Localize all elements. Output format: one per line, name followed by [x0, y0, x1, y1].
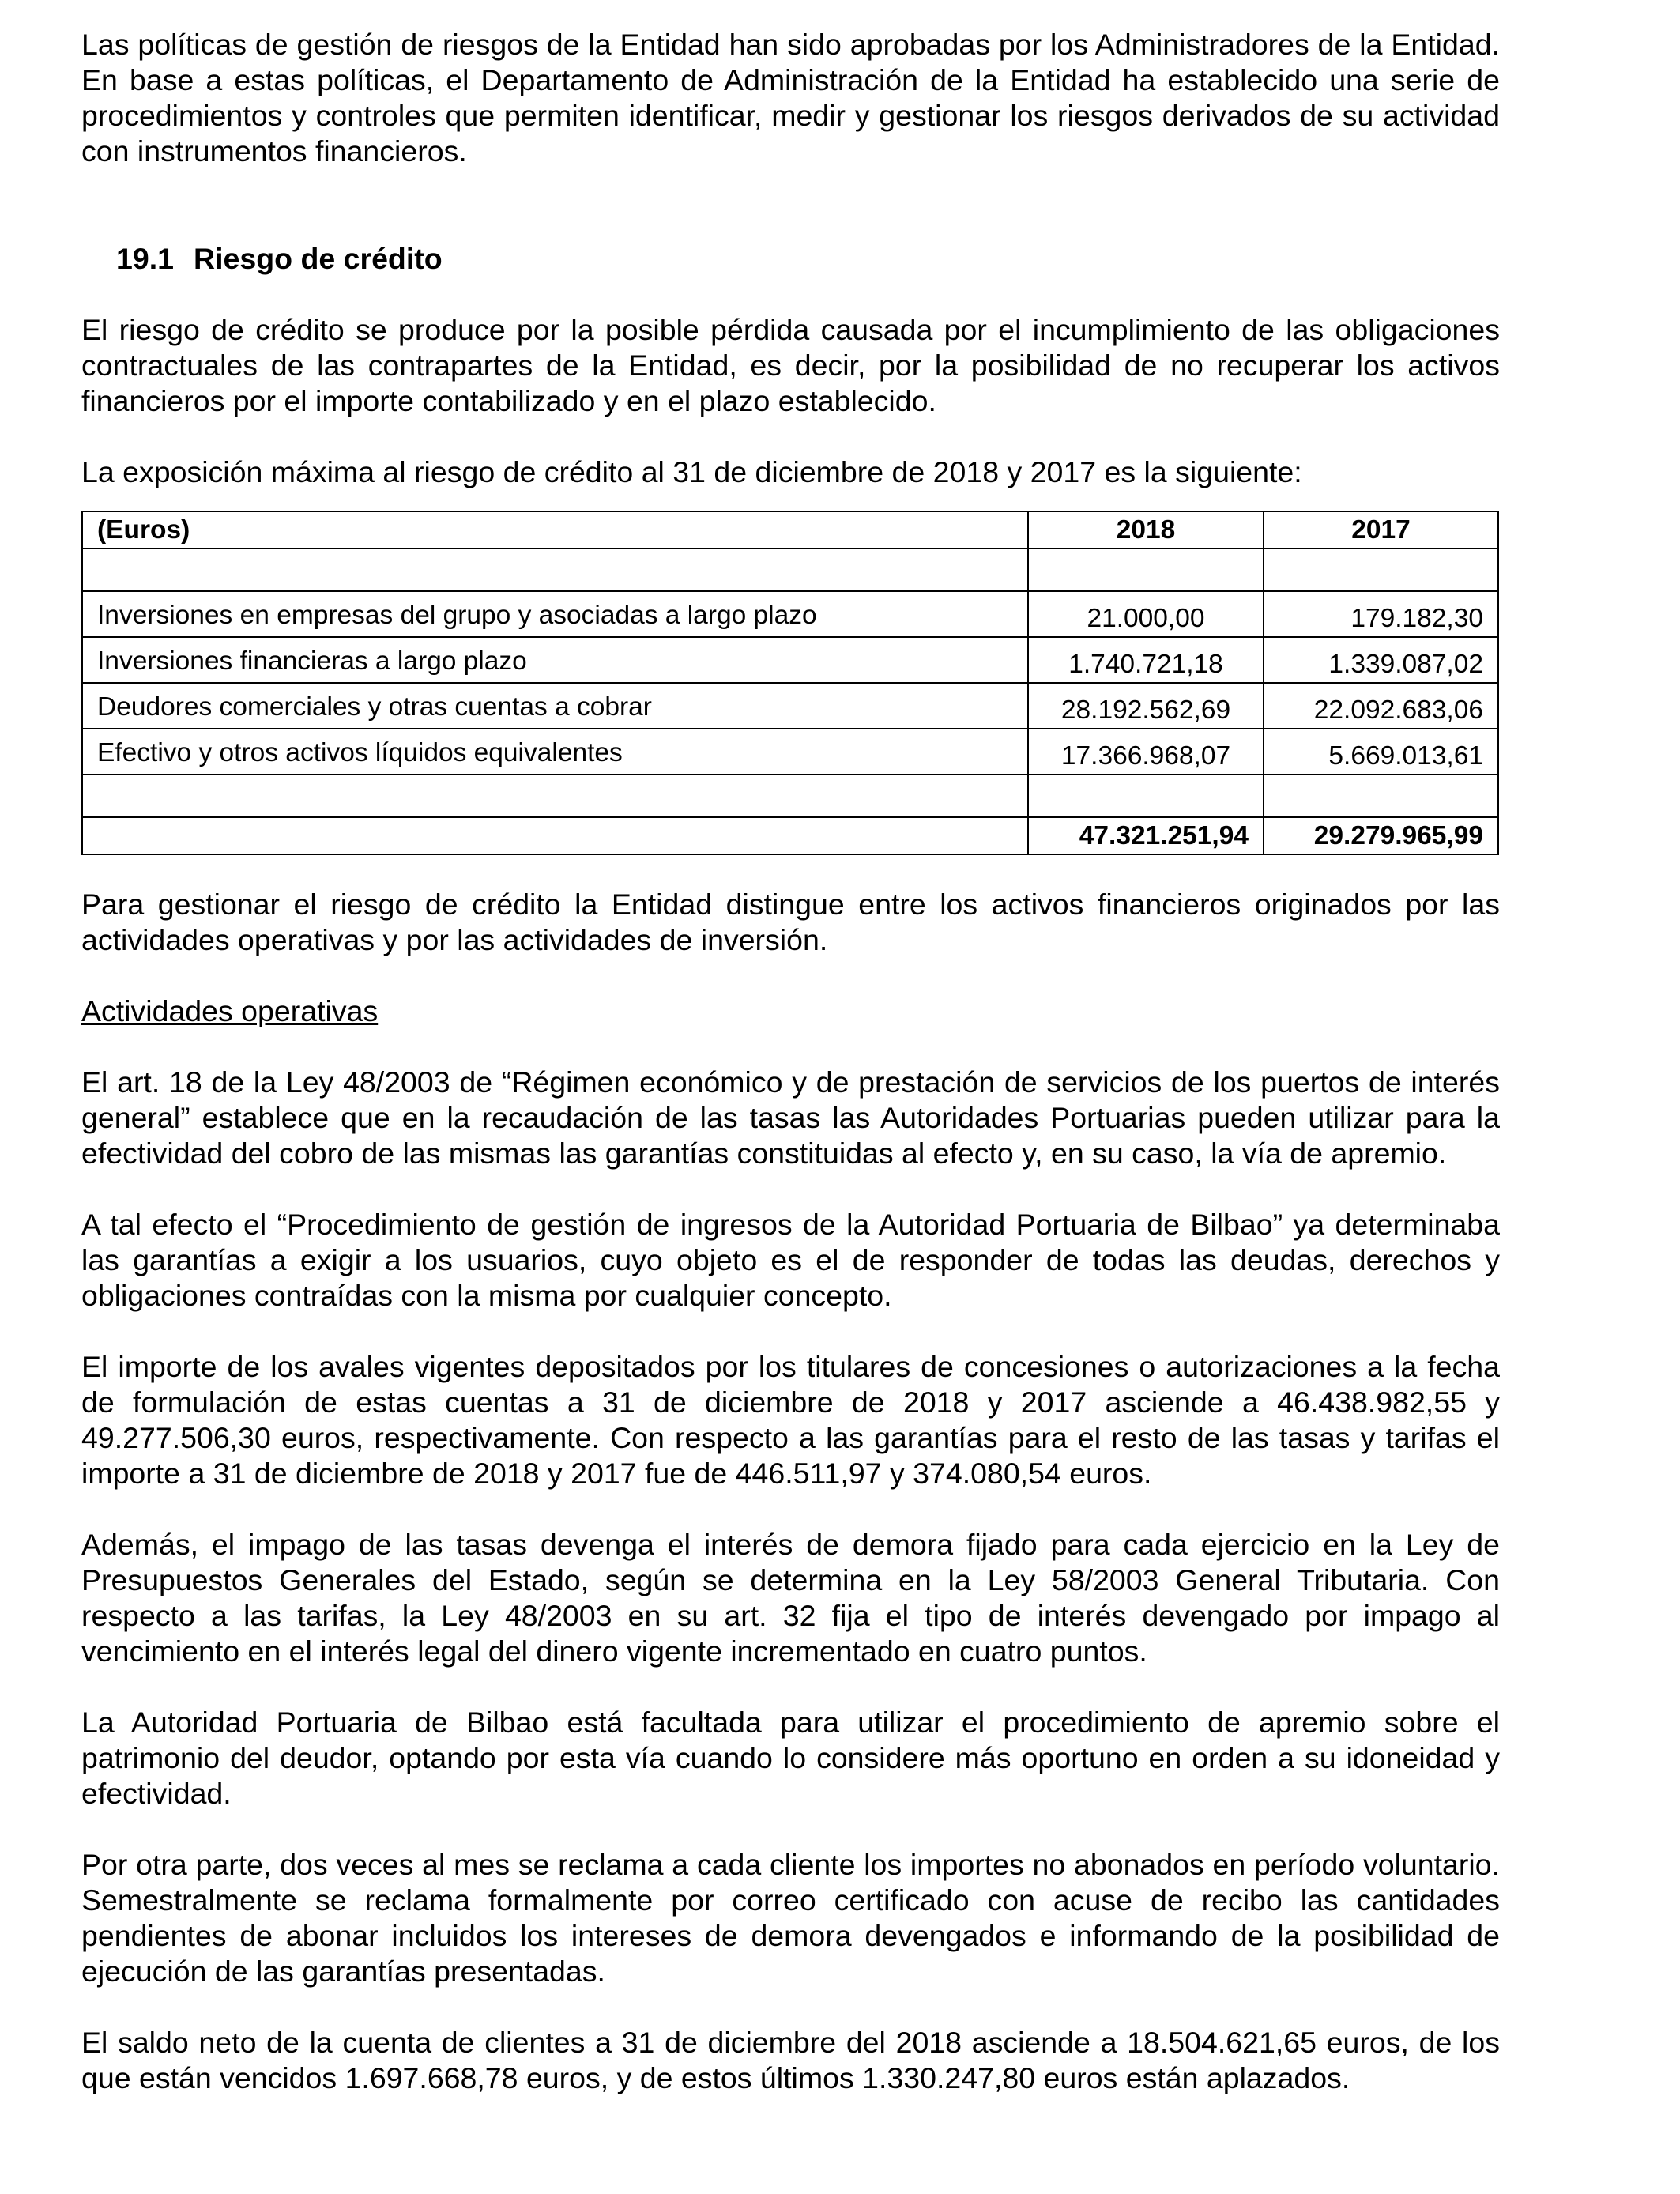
paragraph-claims: Por otra parte, dos veces al mes se reclama a cada cliente los importes no abonados en período voluntario. Semestralmente se reclama formalmente por correo certificado con acuse de recibo las cantidades pendientes de abonar incluidos los intereses de demora devengados e informando de la posibilidad de ejecución de las garantías presentadas.	[81, 1848, 1500, 1988]
row-label: Efectivo y otros activos líquidos equivalentes	[82, 729, 1028, 775]
table-row	[82, 729, 1498, 775]
subheading-operating-activities: Actividades operativas	[81, 994, 379, 1027]
blank-cell	[1264, 775, 1498, 817]
row-value-2017: 179.182,30	[1264, 591, 1498, 637]
paragraph-balance: El saldo neto de la cuenta de clientes a 31 de diciembre del 2018 asciende a 18.504.621,65 euros, de los que están vencidos 1.697.668,78 euros, y de estos últimos 1.330.247,80 euros están aplazados.	[81, 2026, 1500, 2094]
section-number: 19.1	[116, 242, 174, 275]
table-blank-row	[82, 548, 1498, 591]
row-value-2018: 1.740.721,18	[1028, 637, 1264, 683]
row-value-2018: 28.192.562,69	[1028, 683, 1264, 729]
header-label: (Euros)	[82, 511, 1028, 548]
paragraph-law-article: El art. 18 de la Ley 48/2003 de “Régimen económico y de prestación de servicios de los puertos de interés general” establece que en la recaudación de las tasas las Autoridades Portuarias pueden utilizar para la efectividad del cobro de las mismas las garantías constituidas al efecto y, en su caso, la vía de apremio.	[81, 1065, 1500, 1170]
paragraph-enforcement: La Autoridad Portuaria de Bilbao está facultada para utilizar el procedimiento de apremio sobre el patrimonio del deudor, optando por esta vía cuando lo considere más oportuno en orden a su idoneidad y efectividad.	[81, 1706, 1500, 1810]
table-row	[82, 591, 1498, 637]
table-row	[82, 683, 1498, 729]
total-2017: 29.279.965,99	[1264, 817, 1498, 854]
row-value-2017: 1.339.087,02	[1264, 637, 1498, 683]
row-value-2017: 22.092.683,06	[1264, 683, 1498, 729]
row-value-2018: 17.366.968,07	[1028, 729, 1264, 775]
blank-cell	[82, 775, 1028, 817]
paragraph-credit-definition: El riesgo de crédito se produce por la posible pérdida causada por el incumplimiento de las obligaciones contractuales de las contrapartes de la Entidad, es decir, por la posibilidad de no recuperar los activos financieros por el importe contabilizado y en el plazo establecido.	[81, 313, 1500, 417]
paragraph-management: Para gestionar el riesgo de crédito la Entidad distingue entre los activos financieros originados por las actividades operativas y por las actividades de inversión.	[81, 888, 1500, 956]
table-row	[82, 637, 1498, 683]
row-label: Inversiones en empresas del grupo y asociadas a largo plazo	[82, 591, 1028, 637]
document-page	[81, 27, 1500, 2096]
row-value-2018: 21.000,00	[1028, 591, 1264, 637]
paragraph-exposure-intro: La exposición máxima al riesgo de crédito al 31 de diciembre de 2018 y 2017 es la siguiente:	[81, 455, 1302, 488]
table-header-row	[82, 511, 1498, 548]
exposure-table	[81, 511, 1499, 855]
row-label: Inversiones financieras a largo plazo	[82, 637, 1028, 683]
blank-cell	[82, 548, 1028, 591]
paragraph-intro: Las políticas de gestión de riesgos de la Entidad han sido aprobadas por los Administradores de la Entidad. En base a estas políticas, el Departamento de Administración de la Entidad ha establecido una serie de procedimientos y controles que permiten identificar, medir y gestionar los riesgos derivados de su actividad con instrumentos financieros.	[81, 28, 1500, 168]
paragraph-interest: Además, el impago de las tasas devenga el interés de demora fijado para cada ejercicio en la Ley de Presupuestos Generales del Estado, según se determina en la Ley 58/2003 General Tributaria. Con respecto a las tarifas, la Ley 48/2003 en su art. 32 fija el tipo de interés devengado por impago al vencimiento en el interés legal del dinero vigente incrementado en cuatro puntos.	[81, 1528, 1500, 1668]
header-2018: 2018	[1028, 511, 1264, 548]
paragraph-guarantees: El importe de los avales vigentes depositados por los titulares de concesiones o autorizaciones a la fecha de formulación de estas cuentas a 31 de diciembre de 2018 y 2017 asciende a 46.438.982,55 y 49.277.506,30 euros, respectivamente. Con respecto a las garantías para el resto de las tasas y tarifas el importe a 31 de diciembre de 2018 y 2017 fue de 446.511,97 y 374.080,54 euros.	[81, 1350, 1500, 1490]
blank-cell	[1028, 548, 1264, 591]
table-blank-row	[82, 775, 1498, 817]
total-label-cell	[82, 817, 1028, 854]
paragraph-procedure: A tal efecto el “Procedimiento de gestión de ingresos de la Autoridad Portuaria de Bilbao” ya determinaba las garantías a exigir a los usuarios, cuyo objeto es el de responder de todas las deudas, derechos y obligaciones contraídas con la misma por cualquier concepto.	[81, 1208, 1500, 1312]
total-2018: 47.321.251,94	[1028, 817, 1264, 854]
blank-cell	[1264, 548, 1498, 591]
section-title: Riesgo de crédito	[194, 242, 443, 275]
table-total-row	[82, 817, 1498, 854]
row-value-2017: 5.669.013,61	[1264, 729, 1498, 775]
section-heading	[116, 241, 1500, 277]
header-2017: 2017	[1264, 511, 1498, 548]
blank-cell	[1028, 775, 1264, 817]
row-label: Deudores comerciales y otras cuentas a cobrar	[82, 683, 1028, 729]
